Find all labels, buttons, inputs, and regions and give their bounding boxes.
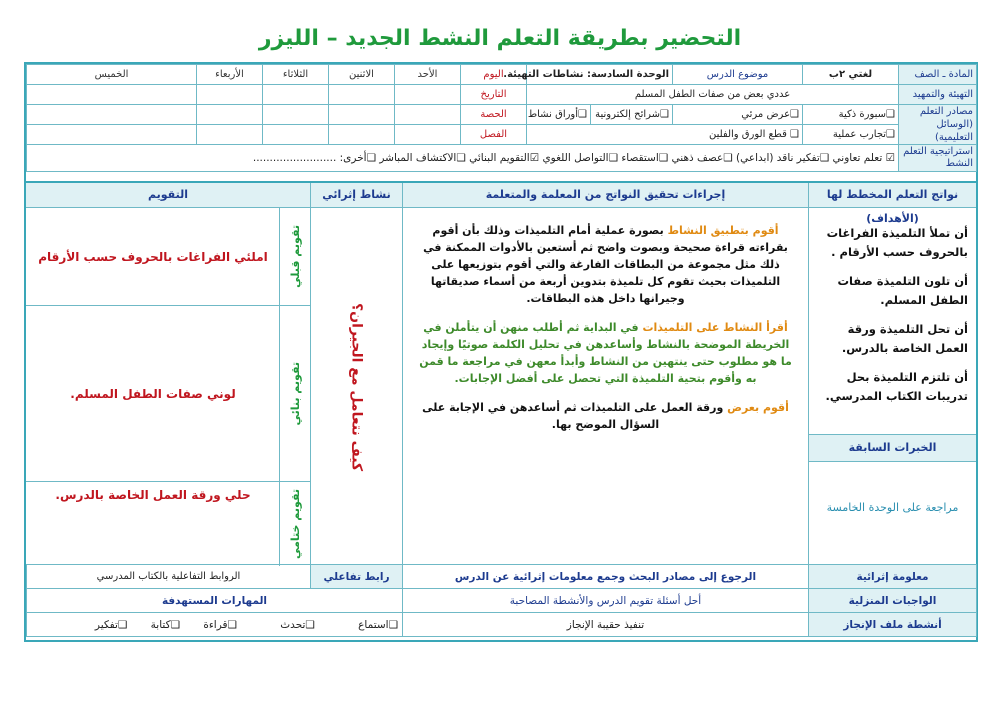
topic-label: موضوع الدرس bbox=[673, 65, 803, 85]
procedures-column bbox=[402, 183, 808, 566]
skill-reading: ❑قراءة bbox=[203, 618, 237, 631]
strategy-label: استراتيجية التعلم النشط bbox=[899, 145, 977, 172]
resource-paper: ❑ قطع الورق والفلين bbox=[527, 125, 803, 145]
skills-label: المهارات المستهدفة bbox=[27, 589, 403, 613]
class-cell-5 bbox=[27, 125, 197, 145]
unit-value: الوحدة السادسة: نشاطات التهيئة. bbox=[527, 65, 673, 85]
page-title: التحضير بطريقة التعلم النشط الجديد – الليزر bbox=[258, 26, 742, 51]
period-cell-4 bbox=[197, 105, 263, 125]
resources-label: مصادر التعلم (الوسائل التعليمية) bbox=[899, 105, 977, 145]
intro-value: عددي بعض من صفات الطفل المسلم bbox=[527, 85, 899, 105]
objective-item: أن تلون التلميذة صفات الطفل المسلم. bbox=[837, 274, 968, 307]
evaluation-type: تقويم قبلي bbox=[288, 225, 302, 288]
date-cell-1 bbox=[395, 85, 461, 105]
subject-value: لغتي ٢ب bbox=[803, 65, 899, 85]
resource-experiments: ❑تجارب عملية bbox=[803, 125, 899, 145]
header-table bbox=[26, 64, 977, 172]
skill-thinking: ❑تفكير bbox=[94, 618, 128, 631]
evaluation-row-pre bbox=[26, 208, 310, 306]
skill-speaking: ❑تحدث bbox=[280, 618, 315, 631]
evaluation-text: حلي ورقة العمل الخاصة بالدرس. bbox=[55, 488, 251, 502]
class-cell-4 bbox=[197, 125, 263, 145]
period-cell-3 bbox=[263, 105, 329, 125]
portfolio-value: تنفيذ حقيبة الإنجاز bbox=[403, 613, 809, 637]
day-sunday: الأحد bbox=[395, 65, 461, 85]
subject-label: المادة ـ الصف bbox=[899, 65, 977, 85]
skill-listening: ❑استماع bbox=[358, 618, 398, 631]
day-monday: الاثنين bbox=[329, 65, 395, 85]
enrichment-header: نشاط إثرائي bbox=[311, 183, 402, 208]
resource-video: ❑عرض مرئي bbox=[673, 105, 803, 125]
date-label: التاريخ bbox=[461, 85, 527, 105]
enrichment-info-label: معلومة إثرائية bbox=[809, 565, 977, 589]
date-cell-5 bbox=[27, 85, 197, 105]
link-value: الروابط التفاعلية بالكتاب المدرسي bbox=[27, 565, 311, 589]
enrichment-column bbox=[310, 183, 402, 566]
class-label: الفصل bbox=[461, 125, 527, 145]
bottom-table bbox=[26, 564, 977, 637]
skills-list bbox=[27, 613, 403, 637]
period-cell-1 bbox=[395, 105, 461, 125]
lesson-plan-sheet bbox=[24, 62, 978, 642]
enrichment-question: كيف نتعامل مع الجيران؟ bbox=[348, 302, 365, 472]
intro-label: التهيئة والتمهيد bbox=[899, 85, 977, 105]
evaluation-header: التقويم bbox=[26, 183, 310, 208]
objective-item: أن تحل التلميذة ورقة العمل الخاصة بالدرس. bbox=[841, 322, 968, 355]
prior-label: الخبرات السابقة bbox=[809, 434, 976, 462]
procedure-item: أقوم بعرض ورقة العمل على التلميذات ثم أساعدهن في الإجابة على السؤال الموضح بها. bbox=[422, 401, 789, 431]
day-tuesday: الثلاثاء bbox=[263, 65, 329, 85]
class-cell-2 bbox=[329, 125, 395, 145]
objective-item: أن تلتزم التلميذة بحل تدريبات الكتاب المدرسي. bbox=[825, 370, 968, 403]
homework-label: الواجبات المنزلية bbox=[809, 589, 977, 613]
evaluation-row-final bbox=[26, 482, 310, 566]
date-cell-4 bbox=[197, 85, 263, 105]
objectives-list bbox=[809, 208, 976, 434]
enrichment-info-value: الرجوع إلى مصادر البحث وجمع معلومات إثرائية عن الدرس bbox=[403, 565, 809, 589]
evaluation-type-box bbox=[279, 482, 310, 566]
objectives-column bbox=[808, 183, 976, 566]
day-thursday: الخميس bbox=[27, 65, 197, 85]
evaluation-type-box bbox=[279, 306, 310, 481]
procedure-item: أقرأ النشاط على التلميذات في البداية ثم أطلب منهن أن يتأملن في الخريطة الموضحة بالنشاط وأساعدهن في تحليل الكلمة صوتيًا وإيجاد ما هو مطلوب حتى ينتهين من النشاط وأبدأ معهن في مراجعة ما قمن به وأقوم بتحية التلميذة التي تحصل على أفضل الإجابات. bbox=[419, 321, 792, 385]
date-cell-3 bbox=[263, 85, 329, 105]
evaluation-type: تقويم بنائي bbox=[288, 361, 302, 426]
link-label: رابط تفاعلي bbox=[311, 565, 403, 589]
day-wednesday: الأربعاء bbox=[197, 65, 263, 85]
day-label: اليوم bbox=[461, 65, 527, 85]
evaluation-row-formative bbox=[26, 306, 310, 482]
objective-item: أن تملأ التلميذة الفراغات بالحروف حسب الأرقام . bbox=[826, 226, 968, 259]
portfolio-label: أنشطة ملف الإنجاز bbox=[809, 613, 977, 637]
prior-value: مراجعة على الوحدة الخامسة bbox=[826, 500, 959, 514]
skill-writing: ❑كتابة bbox=[150, 618, 181, 631]
period-cell-2 bbox=[329, 105, 395, 125]
evaluation-body bbox=[26, 208, 310, 566]
evaluation-text: لوني صفات الطفل المسلم. bbox=[70, 386, 236, 401]
resource-worksheets: ❑أوراق نشاط bbox=[527, 105, 591, 125]
resource-slides: ❑شرائح إلكترونية bbox=[591, 105, 673, 125]
class-cell-1 bbox=[395, 125, 461, 145]
evaluation-column bbox=[26, 183, 310, 566]
homework-value: أحل أسئلة تقويم الدرس والأنشطة المصاحبة bbox=[403, 589, 809, 613]
main-section bbox=[26, 181, 976, 566]
procedures-header: إجراءات تحقيق النواتج من المعلمة والمتعلمة bbox=[403, 183, 808, 208]
objectives-header: نواتج التعلم المخطط لها (الأهداف) bbox=[809, 183, 976, 208]
strategies: ☑ تعلم تعاوني ❑تفكير ناقد (ابداعي) ❑عصف ذهني ❑استقصاء ❑التواصل اللغوي ☑التقويم البنائي ❑الاكتشاف المباشر ❑أخرى: ......................... bbox=[27, 145, 899, 172]
date-cell-2 bbox=[329, 85, 395, 105]
period-label: الحصة bbox=[461, 105, 527, 125]
period-cell-5 bbox=[27, 105, 197, 125]
evaluation-text: املئي الفراغات بالحروف حسب الأرقام bbox=[38, 249, 268, 264]
procedure-item: أقوم بتطبيق النشاط بصورة عملية أمام التلميذات وذلك بأن أقوم بقراءته قراءة صحيحة وبصوت واضح ثم أستعين بالأدوات الممكنة في ذلك مثل مجموعة من البطاقات الفارغة والتي أقوم بتوزيعها على التلميذات بحيث تقوم كل تلميذة بتدوين أربعة من أسماء صديقاتها وجيرانها داخل هذه البطاقات. bbox=[423, 224, 788, 305]
evaluation-type-box bbox=[279, 208, 310, 305]
resource-smartboard: ❑سبورة ذكية bbox=[803, 105, 899, 125]
evaluation-type: تقويم ختامي bbox=[288, 488, 302, 560]
class-cell-3 bbox=[263, 125, 329, 145]
enrichment-body bbox=[311, 208, 402, 566]
procedures-list bbox=[403, 208, 808, 433]
